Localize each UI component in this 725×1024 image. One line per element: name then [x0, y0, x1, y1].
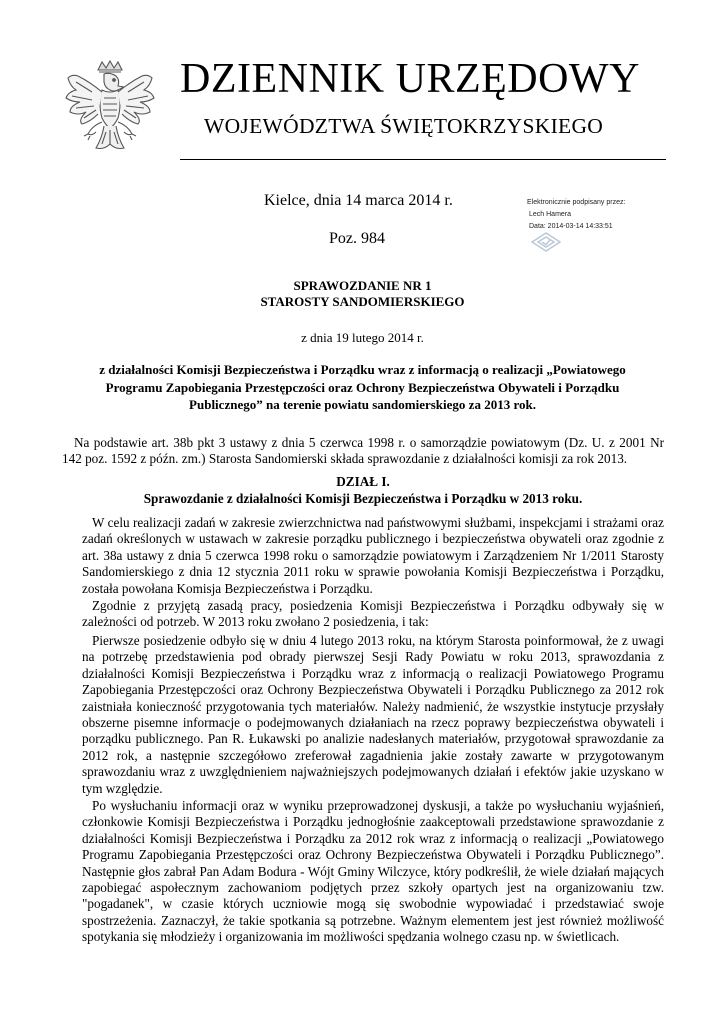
paragraph-4: Po wysłuchaniu informacji oraz w wyniku przeprowadzonej dyskusji, a także po wysłuchaniu wyjaśnień, członkowie Komisji Bezpieczeństwa i Porządku jednogłośnie zaakceptowali przedstawione sprawozdanie z działalności Komisji Bezpieczeństwa i Porządku za 2012 rok wraz z informacją o realizacji „Powiatowego Programu Zapobiegania Przestępczości oraz Ochrony Bezpieczeństwa Obywateli i Porządku Publicznego”. Następnie głos zabrał Pan Adam Bodura - Wójt Gminy Wilczyce, który podkreślił, że wiele działań mających zapobiegać aspołecznym zachowaniom podjętych przez szkoły opartych jest na organizowaniu tzw. "pogadanek", w czasie których uczniowie mogą się swobodnie wypowiadać i przedstawiać swoje spostrzeżenia. Zaznaczył, że takie spotkania są potrzebne. Ważnym elementem jest jest również możliwość spotykania się młodzieży i organizowania im możliwości spędzania wolnego czasu np. w świetlicach. [82, 798, 664, 945]
journal-title: DZIENNIK URZĘDOWY [180, 56, 640, 102]
report-date: z dnia 19 lutego 2014 r. [301, 330, 424, 345]
signature-validity-mark-icon [531, 232, 561, 252]
intro-paragraph: Na podstawie art. 38b pkt 3 ustawy z dnia 5 czerwca 1998 r. o samorządzie powiatowym (Dz. U. z 2001 Nr 142 poz. 1592 z późn. zm.) Starosta Sandomierski składa sprawozdanie z działalności komisji za rok 2013. [62, 435, 664, 467]
electronic-signature-block [527, 197, 687, 233]
report-subject: z działalności Komisji Bezpieczeństwa i Porządku wraz z informacją o realizacji „Powiatowego Programu Zapobiegania Przestępczości oraz Ochrony Bezpieczeństwa Obywateli i Porządku Publicznego” na terenie powiatu sandomierskiego za 2013 rok. [99, 362, 626, 412]
paragraph-1: W celu realizacji zadań w zakresie zwierzchnictwa nad państwowymi służbami, inspekcjami i strażami oraz zadań określonych w ustawach w zakresie porządku publicznego i bezpieczeństwa obywateli oraz zgodnie z art. 38a ustawy z dnia 5 czerwca 1998 roku o samorządzie powiatowym i Zarządzeniem Nr 1/2011 Starosty Sandomierskiego z dnia 12 stycznia 2011 roku w sprawie powołania Komisji Bezpieczeństwa i Porządku, została powołana Komisja Bezpieczeństwa i Porządku. [82, 515, 664, 596]
section-label: DZIAŁ I. [336, 474, 390, 489]
header-divider [180, 159, 666, 160]
issue-date: Kielce, dnia 14 marca 2014 r. [264, 192, 453, 209]
signature-signer: Lech Hamera [529, 211, 572, 218]
paragraph-2: Zgodnie z przyjętą zasadą pracy, posiedzenia Komisji Bezpieczeństwa i Porządku odbywały się w zależności od potrzeb. W 2013 roku zwołano 2 posiedzenia, i tak: [82, 598, 664, 630]
report-heading-line2: STAROSTY SANDOMIERSKIEGO [260, 294, 465, 309]
signature-label: Elektronicznie podpisany przez: [527, 199, 626, 206]
report-heading [70, 278, 655, 310]
paragraph-3: Pierwsze posiedzenie odbyło się w dniu 4 lutego 2013 roku, na którym Starosta poinformował, że z uwagi na potrzebę przedstawienia pod obrady pierwszej Sesji Rady Powiatu w roku 2013, sprawozdania z działalności Komisji Bezpieczeństwa i Porządku wraz z informacją o realizacji Powiatowego Programu Zapobiegania Przestępczości oraz Ochrony Bezpieczeństwa Obywateli i Porządku Publicznego za 2012 rok zaistniała konieczność przygotowania tych materiałów. Należy nadmienić, że wszystkie instytucje przysłały obszerne pisemne informacje o podejmowanych działaniach na rzecz poprawy bezpieczeństwa obywateli i porządku publicznego. Pan R. Łukawski po analizie nadesłanych materiałów, przygotował sprawozdanie za 2012 rok, a następnie szczegółowo zreferował zagadnienia jakie zostały zawarte w przygotowanym sprawozdaniu wraz z uwzględnieniem najważniejszych podejmowanych działań i efektów jakie uzyskano w tym względzie. [82, 633, 664, 796]
position-number: Poz. 984 [329, 230, 385, 247]
section-heading [62, 474, 664, 507]
report-heading-line1: SPRAWOZDANIE NR 1 [293, 278, 432, 293]
section-title: Sprawozdanie z działalności Komisji Bezpieczeństwa i Porządku w 2013 roku. [143, 490, 583, 506]
polish-eagle-emblem-icon [62, 60, 158, 164]
journal-subtitle: WOJEWÓDZTWA ŚWIĘTOKRZYSKIEGO [204, 114, 604, 138]
signature-date: Data: 2014-03-14 14:33:51 [529, 223, 613, 230]
